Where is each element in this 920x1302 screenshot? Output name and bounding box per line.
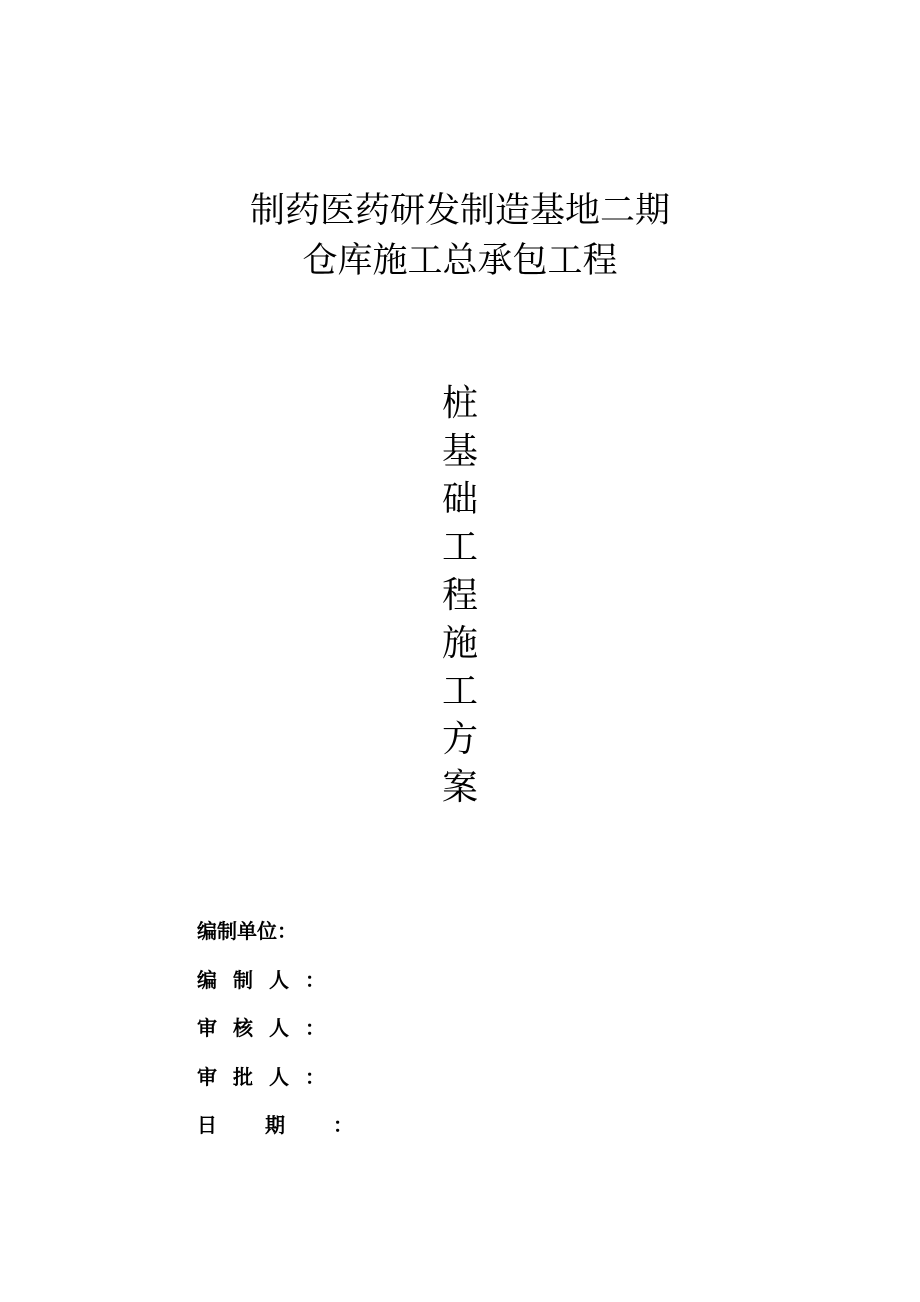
field-reviewer (197, 1010, 361, 1059)
field-label: 日期 (197, 1113, 333, 1137)
project-title-line-2: 仓库施工总承包工程 (302, 241, 618, 281)
field-colon: ： (277, 919, 297, 943)
field-date (197, 1107, 361, 1156)
field-colon: ： (305, 1016, 325, 1040)
field-label: 审核人 (197, 1016, 305, 1040)
project-title-line-1: 制药医药研发制造基地二期 (249, 191, 670, 231)
field-colon: ： (333, 1113, 353, 1137)
document-title-char: 桩 (441, 383, 478, 424)
document-title-vertical (0, 380, 920, 812)
field-approver (197, 1059, 361, 1108)
document-title-char: 方 (441, 719, 478, 760)
field-label: 编制人 (197, 967, 305, 992)
field-compiling-unit (197, 913, 361, 962)
project-title (0, 186, 920, 286)
document-title-char: 工 (441, 527, 478, 568)
document-title-char: 基 (441, 431, 478, 472)
document-title-char: 施 (441, 623, 478, 664)
document-title-char: 案 (441, 767, 478, 808)
field-colon: ： (305, 1064, 325, 1089)
field-label: 编制单位 (197, 919, 277, 943)
field-label: 审批人 (197, 1064, 305, 1089)
document-title-char: 程 (441, 575, 478, 616)
field-colon: ： (305, 967, 325, 992)
document-title-char: 工 (441, 671, 478, 712)
field-compiler (197, 962, 361, 1011)
document-title-char: 础 (441, 479, 478, 520)
signoff-fields (197, 913, 361, 1156)
